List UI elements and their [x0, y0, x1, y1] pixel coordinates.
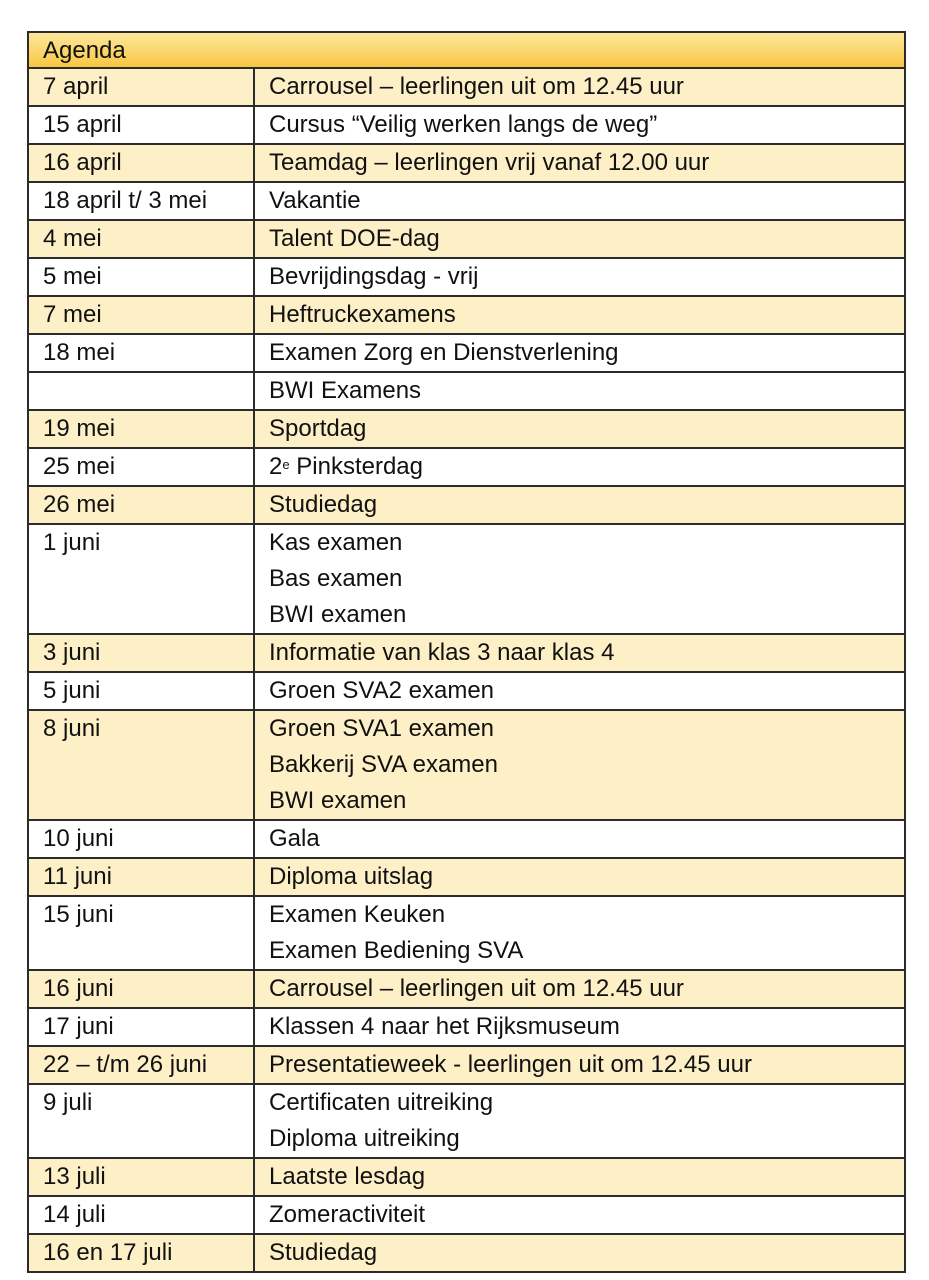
- agenda-row: [29, 373, 904, 411]
- agenda-date: 11 juni: [29, 859, 255, 895]
- agenda-row: [29, 69, 904, 107]
- agenda-row: [29, 411, 904, 449]
- agenda-row: [29, 1159, 904, 1197]
- agenda-events: [255, 145, 904, 181]
- agenda-event: BWI Examens: [269, 377, 422, 404]
- agenda-date: 25 mei: [29, 449, 255, 485]
- agenda-event: [269, 449, 904, 485]
- agenda-event: Sportdag: [269, 415, 367, 442]
- agenda-row: [29, 487, 904, 525]
- agenda-date: 14 juli: [29, 1197, 255, 1233]
- agenda-row: [29, 971, 904, 1009]
- event-text: Pinksterdag: [289, 453, 423, 480]
- agenda-event: Talent DOE-dag: [269, 225, 440, 252]
- agenda-event: Informatie van klas 3 naar klas 4: [269, 639, 615, 666]
- agenda-events: [255, 297, 904, 333]
- agenda-event: Laatste lesdag: [269, 1163, 426, 1190]
- agenda-event: Studiedag: [269, 491, 378, 518]
- agenda-event: Gala: [269, 825, 320, 852]
- event-superscript: e: [282, 457, 290, 472]
- agenda-row: [29, 711, 904, 821]
- agenda-row: [29, 1235, 904, 1271]
- agenda-date: 3 juni: [29, 635, 255, 671]
- agenda-row: [29, 297, 904, 335]
- agenda-events: [255, 1197, 904, 1233]
- agenda-events: [255, 971, 904, 1007]
- agenda-row: [29, 1047, 904, 1085]
- agenda-events: [255, 1047, 904, 1083]
- agenda-date: [29, 373, 255, 409]
- agenda-events: [255, 487, 904, 523]
- agenda-event: Heftruckexamens: [269, 301, 456, 328]
- agenda-date: 18 mei: [29, 335, 255, 371]
- agenda-events: [255, 449, 904, 485]
- agenda-events: [255, 411, 904, 447]
- agenda-row: [29, 107, 904, 145]
- agenda-date: 15 april: [29, 107, 255, 143]
- agenda-row: [29, 259, 904, 297]
- agenda-date: 10 juni: [29, 821, 255, 857]
- agenda-date: 19 mei: [29, 411, 255, 447]
- agenda-event: Presentatieweek - leerlingen uit om 12.45 uur: [269, 1051, 752, 1078]
- agenda-event: Carrousel – leerlingen uit om 12.45 uur: [269, 975, 684, 1002]
- agenda-date: 16 en 17 juli: [29, 1235, 255, 1271]
- agenda-events: [255, 1009, 904, 1045]
- agenda-date: 17 juni: [29, 1009, 255, 1045]
- agenda-date: 18 april t/ 3 mei: [29, 183, 255, 219]
- agenda-event: Bevrijdingsdag - vrij: [269, 263, 479, 290]
- agenda-row: [29, 183, 904, 221]
- agenda-row: [29, 145, 904, 183]
- agenda-events: [255, 1159, 904, 1195]
- agenda-row: [29, 335, 904, 373]
- agenda-event: Klassen 4 naar het Rijksmuseum: [269, 1013, 620, 1040]
- agenda-date: 7 april: [29, 69, 255, 105]
- agenda-events: [255, 1085, 904, 1157]
- agenda-rows: [29, 69, 904, 1271]
- agenda-row: [29, 449, 904, 487]
- agenda-event: Teamdag – leerlingen vrij vanaf 12.00 uur: [269, 149, 710, 176]
- agenda-row: [29, 1009, 904, 1047]
- agenda-event: Studiedag: [269, 1239, 378, 1266]
- agenda-events: [255, 1235, 904, 1271]
- agenda-date: 16 juni: [29, 971, 255, 1007]
- agenda-row: [29, 673, 904, 711]
- agenda-events: [255, 525, 904, 633]
- agenda-date: 1 juni: [29, 525, 255, 633]
- agenda-event: Cursus “Veilig werken langs de weg”: [269, 111, 658, 138]
- agenda-events: [255, 259, 904, 295]
- agenda-date: 9 juli: [29, 1085, 255, 1157]
- agenda-row: [29, 635, 904, 673]
- agenda-events: [255, 373, 904, 409]
- agenda-event: Examen Bediening SVA: [269, 937, 524, 964]
- agenda-event: Zomeractiviteit: [269, 1201, 426, 1228]
- agenda-title: Agenda: [29, 33, 904, 69]
- agenda-events: [255, 183, 904, 219]
- agenda-table: [27, 31, 906, 1273]
- agenda-date: 5 mei: [29, 259, 255, 295]
- agenda-event: BWI examen: [269, 787, 407, 814]
- agenda-events: [255, 69, 904, 105]
- agenda-date: 13 juli: [29, 1159, 255, 1195]
- agenda-event: Groen SVA2 examen: [269, 677, 495, 704]
- agenda-row: [29, 1085, 904, 1159]
- agenda-event: Diploma uitslag: [269, 863, 434, 890]
- agenda-row: [29, 221, 904, 259]
- agenda-events: [255, 821, 904, 857]
- agenda-events: [255, 221, 904, 257]
- agenda-events: [255, 711, 904, 819]
- agenda-row: [29, 525, 904, 635]
- agenda-date: 16 april: [29, 145, 255, 181]
- agenda-event: Bakkerij SVA examen: [269, 751, 498, 778]
- event-text: 2: [269, 453, 283, 480]
- agenda-event: Kas examen: [269, 529, 403, 556]
- agenda-events: [255, 107, 904, 143]
- agenda-events: [255, 335, 904, 371]
- agenda-row: [29, 821, 904, 859]
- agenda-date: 26 mei: [29, 487, 255, 523]
- agenda-event: Groen SVA1 examen: [269, 715, 495, 742]
- agenda-date: 15 juni: [29, 897, 255, 969]
- agenda-event: Examen Zorg en Dienstverlening: [269, 339, 619, 366]
- agenda-events: [255, 673, 904, 709]
- agenda-events: [255, 859, 904, 895]
- agenda-date: 8 juni: [29, 711, 255, 819]
- agenda-event: BWI examen: [269, 601, 407, 628]
- agenda-date: 4 mei: [29, 221, 255, 257]
- agenda-row: [29, 897, 904, 971]
- agenda-row: [29, 859, 904, 897]
- agenda-events: [255, 635, 904, 671]
- agenda-date: 22 – t/m 26 juni: [29, 1047, 255, 1083]
- agenda-row: [29, 1197, 904, 1235]
- agenda-event: Examen Keuken: [269, 901, 446, 928]
- agenda-event: Bas examen: [269, 565, 403, 592]
- agenda-date: 7 mei: [29, 297, 255, 333]
- agenda-event: Carrousel – leerlingen uit om 12.45 uur: [269, 73, 684, 100]
- agenda-event: Diploma uitreiking: [269, 1125, 460, 1152]
- agenda-event: Certificaten uitreiking: [269, 1089, 494, 1116]
- agenda-events: [255, 897, 904, 969]
- agenda-date: 5 juni: [29, 673, 255, 709]
- agenda-event: Vakantie: [269, 187, 361, 214]
